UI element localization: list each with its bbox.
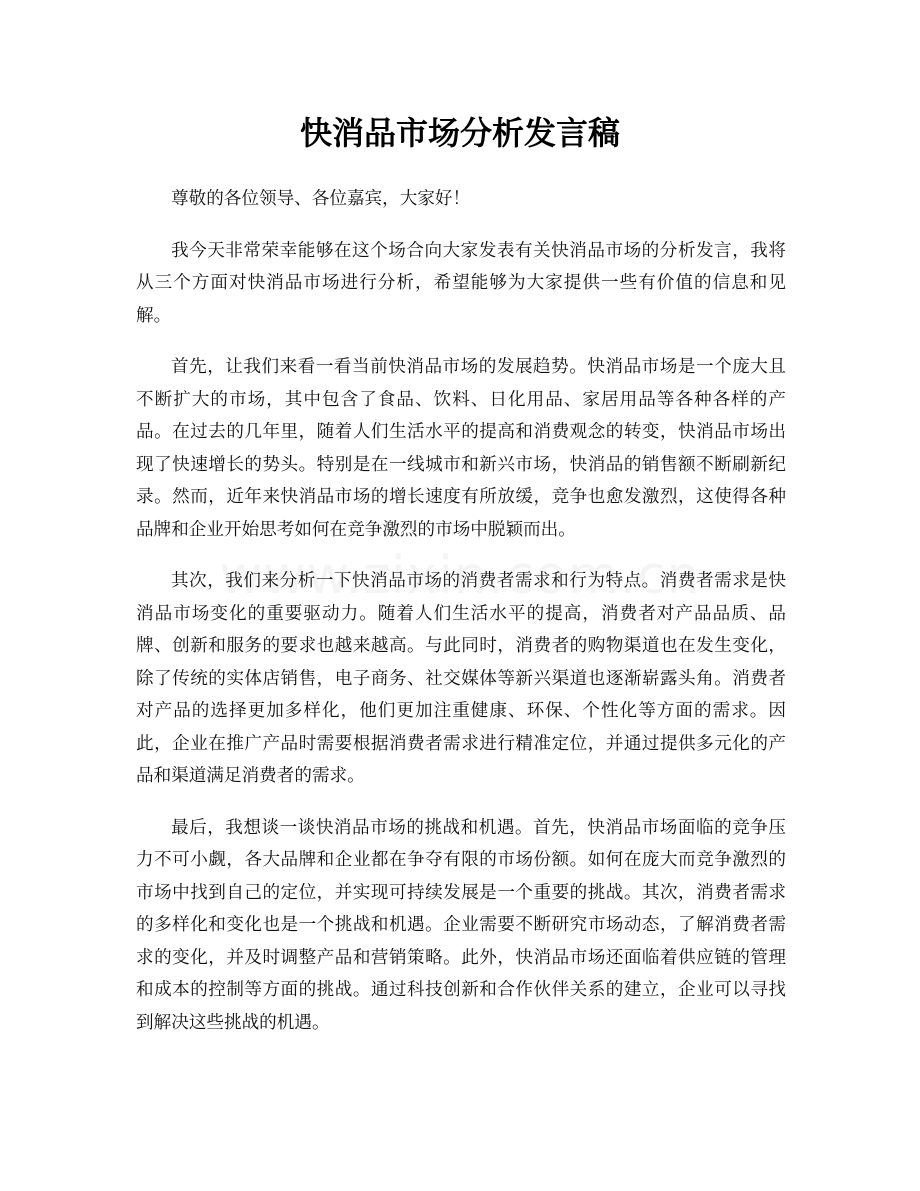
paragraph-intro: 我今天非常荣幸能够在这个场合向大家发表有关快消品市场的分析发言，我将从三个方面对快消品市场进行分析，希望能够为大家提供一些有价值的信息和见解。	[136, 240, 786, 326]
paragraph-challenges: 最后，我想谈一谈快消品市场的挑战和机遇。首先，快消品市场面临的竞争压力不可小觑，各大品牌和企业都在争夺有限的市场份额。如何在庞大而竞争激烈的市场中找到自己的定位，并实现可持续发展是一个重要的挑战。其次，消费者需求的多样化和变化也是一个挑战和机遇。企业需要不断研究市场动态，了解消费者需求的变化，并及时调整产品和营销策略。此外，快消品市场还面临着供应链的管理和成本的控制等方面的挑战。通过科技创新和合作伙伴关系的建立，企业可以寻找到解决这些挑战的机遇。	[136, 817, 786, 1033]
paragraph-consumer-needs: 其次，我们来分析一下快消品市场的消费者需求和行为特点。消费者需求是快消品市场变化的重要驱动力。随着人们生活水平的提高，消费者对产品品质、品牌、创新和服务的要求也越来越高。与此同时，消费者的购物渠道也在发生变化，除了传统的实体店销售，电子商务、社交媒体等新兴渠道也逐渐崭露头角。消费者对产品的选择更加多样化，他们更加注重健康、环保、个性化等方面的需求。因此，企业在推广产品时需要根据消费者需求进行精准定位，并通过提供多元化的产品和渠道满足消费者的需求。	[136, 571, 786, 786]
paragraph-trends: 首先，让我们来看一看当前快消品市场的发展趋势。快消品市场是一个庞大且不断扩大的市场，其中包含了食品、饮料、日化用品、家居用品等各种各样的产品。在过去的几年里，随着人们生活水平的提高和消费观念的转变，快消品市场出现了快速增长的势头。特别是在一线城市和新兴市场，快消品的销售额不断刷新纪录。然而，近年来快消品市场的增长速度有所放缓，竞争也愈发激烈，这使得各种品牌和企业开始思考如何在竞争激烈的市场中脱颖而出。	[136, 357, 786, 540]
page-title: 快消品市场分析发言稿	[299, 114, 620, 152]
paragraph-greeting: 尊敬的各位领导、各位嘉宾，大家好！	[171, 189, 471, 209]
document-body	[136, 183, 786, 1058]
